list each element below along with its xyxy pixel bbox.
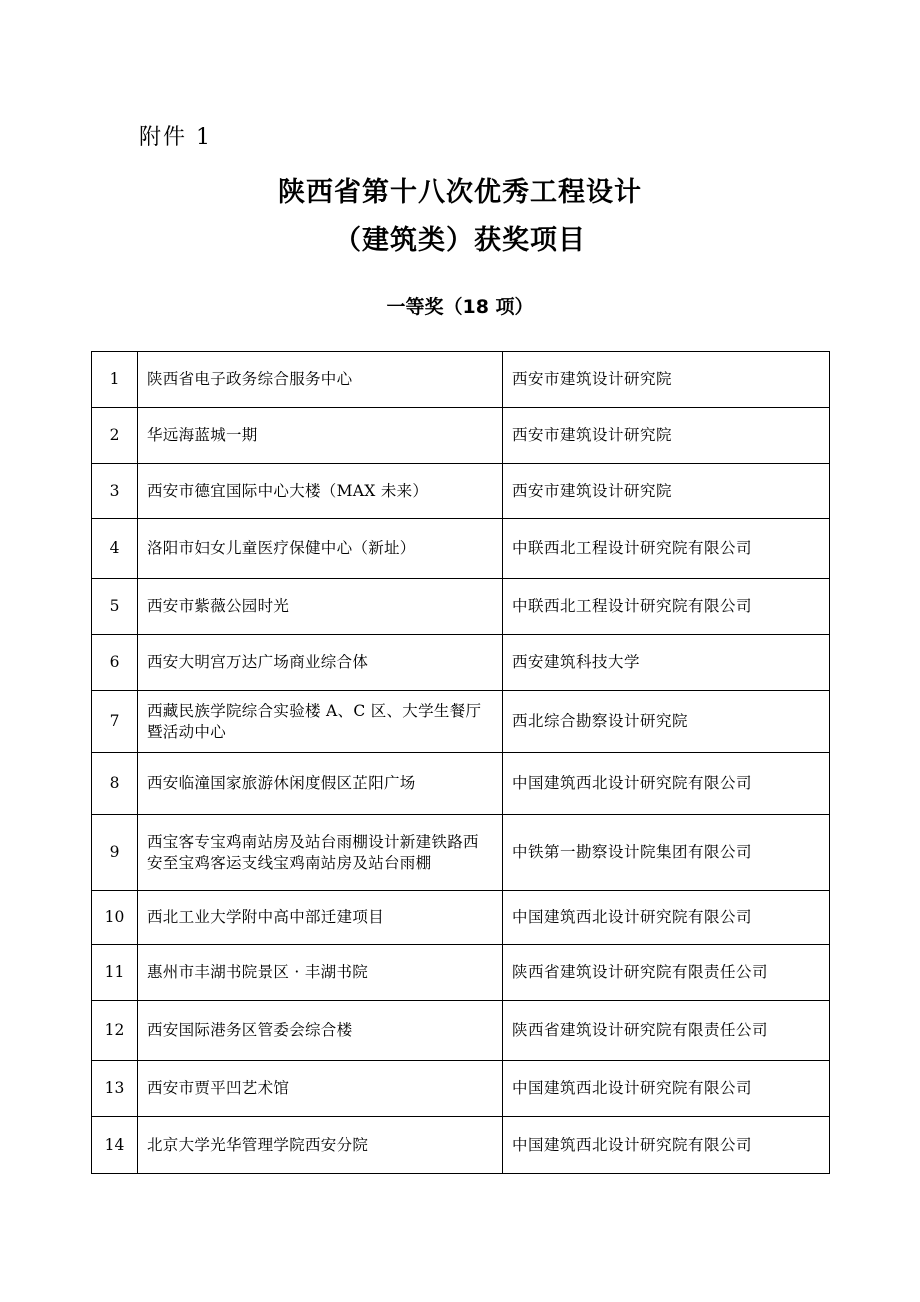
row-number: 7	[92, 691, 138, 753]
row-number: 8	[92, 753, 138, 815]
row-number: 4	[92, 519, 138, 579]
table-row	[92, 945, 830, 1001]
awards-table	[91, 351, 830, 1174]
row-number: 6	[92, 635, 138, 691]
table-row	[92, 464, 830, 519]
design-unit: 陕西省建筑设计研究院有限责任公司	[503, 945, 830, 1001]
row-number: 10	[92, 891, 138, 945]
design-unit: 中国建筑西北设计研究院有限公司	[503, 753, 830, 815]
design-unit: 中联西北工程设计研究院有限公司	[503, 519, 830, 579]
design-unit: 中国建筑西北设计研究院有限公司	[503, 891, 830, 945]
row-number: 12	[92, 1001, 138, 1061]
project-name: 陕西省电子政务综合服务中心	[138, 352, 503, 408]
design-unit: 中国建筑西北设计研究院有限公司	[503, 1061, 830, 1117]
table-row	[92, 691, 830, 753]
table-row	[92, 352, 830, 408]
design-unit: 西安市建筑设计研究院	[503, 464, 830, 519]
design-unit: 西安建筑科技大学	[503, 635, 830, 691]
design-unit: 西安市建筑设计研究院	[503, 408, 830, 464]
table-row	[92, 519, 830, 579]
project-name: 西宝客专宝鸡南站房及站台雨棚设计新建铁路西安至宝鸡客运支线宝鸡南站房及站台雨棚	[138, 815, 503, 891]
design-unit: 西安市建筑设计研究院	[503, 352, 830, 408]
project-name: 西安市贾平凹艺术馆	[138, 1061, 503, 1117]
project-name: 北京大学光华管理学院西安分院	[138, 1117, 503, 1174]
project-name: 西安国际港务区管委会综合楼	[138, 1001, 503, 1061]
row-number: 5	[92, 579, 138, 635]
design-unit: 西北综合勘察设计研究院	[503, 691, 830, 753]
row-number: 9	[92, 815, 138, 891]
table-row	[92, 1061, 830, 1117]
project-name: 西安临潼国家旅游休闲度假区芷阳广场	[138, 753, 503, 815]
project-name: 华远海蓝城一期	[138, 408, 503, 464]
section-heading-first-prize: 一等奖（18 项）	[386, 296, 534, 318]
table-row	[92, 1001, 830, 1061]
row-number: 11	[92, 945, 138, 1001]
project-name: 西安大明宫万达广场商业综合体	[138, 635, 503, 691]
project-name: 西北工业大学附中高中部迁建项目	[138, 891, 503, 945]
project-name: 惠州市丰湖书院景区 · 丰湖书院	[138, 945, 503, 1001]
design-unit: 中国建筑西北设计研究院有限公司	[503, 1117, 830, 1174]
row-number: 13	[92, 1061, 138, 1117]
row-number: 1	[92, 352, 138, 408]
table-row	[92, 753, 830, 815]
project-name: 洛阳市妇女儿童医疗保健中心（新址）	[138, 519, 503, 579]
project-name: 西安市紫薇公园时光	[138, 579, 503, 635]
design-unit: 中联西北工程设计研究院有限公司	[503, 579, 830, 635]
table-row	[92, 408, 830, 464]
table-row	[92, 891, 830, 945]
row-number: 3	[92, 464, 138, 519]
row-number: 14	[92, 1117, 138, 1174]
document-title-line-2: （建筑类）获奖项目	[334, 225, 586, 256]
project-name: 西藏民族学院综合实验楼 A、C 区、大学生餐厅暨活动中心	[138, 691, 503, 753]
attachment-label: 附件 1	[139, 125, 212, 150]
document-title-line-1: 陕西省第十八次优秀工程设计	[278, 177, 642, 208]
project-name: 西安市德宜国际中心大楼（MAX 未来）	[138, 464, 503, 519]
row-number: 2	[92, 408, 138, 464]
table-row	[92, 1117, 830, 1174]
design-unit: 中铁第一勘察设计院集团有限公司	[503, 815, 830, 891]
design-unit: 陕西省建筑设计研究院有限责任公司	[503, 1001, 830, 1061]
table-row	[92, 579, 830, 635]
table-row	[92, 635, 830, 691]
table-row	[92, 815, 830, 891]
